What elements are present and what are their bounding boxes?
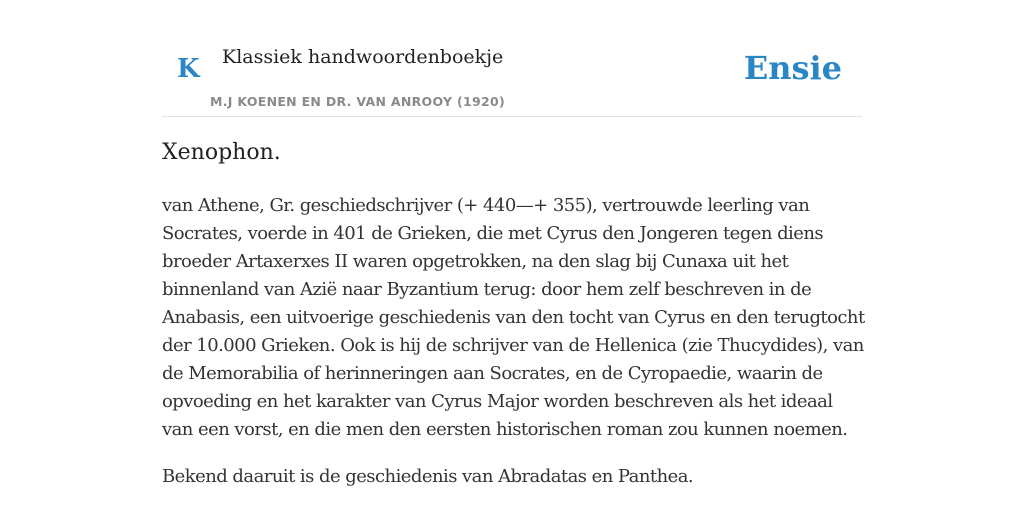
entry-content [162,192,866,510]
header [162,36,862,117]
brand-logo-link[interactable]: Ensie [743,49,842,87]
entry-headword: Xenophon. [162,140,281,165]
book-title-link[interactable]: Klassiek handwoordenboekje [222,46,504,68]
entry-paragraph: Bekend daaruit is de geschiedenis van Abradatas en Panthea. [162,466,694,487]
book-author: M.J KOENEN EN DR. VAN ANROOY (1920) [210,94,505,109]
book-logo-icon[interactable]: K [177,54,200,84]
entry-paragraph: van Athene, Gr. geschiedschrijver (+ 440—+ 355), vertrouwde leerling van Socrates, voerde in 401 de Grieken, die met Cyrus den Jongeren tegen diens broeder Artaxerxes II waren opgetrokken, na den slag bij Cunaxa uit het binnenland van Azië naar Byzantium terug: door hem zelf beschreven in de Anabasis, een uitvoerige geschiedenis van den tocht van Cyrus en den terugtocht der 10.000 Grieken. Ook is hij de schrijver van de Hellenica (zie Thucydides), van de Memorabilia of herinneringen aan Socrates, en de Cyropaedie, waarin de opvoeding en het karakter van Cyrus Major worden beschreven als het ideaal van een vorst, en die men den eersten historischen roman zou kunnen noemen. [162,195,865,440]
